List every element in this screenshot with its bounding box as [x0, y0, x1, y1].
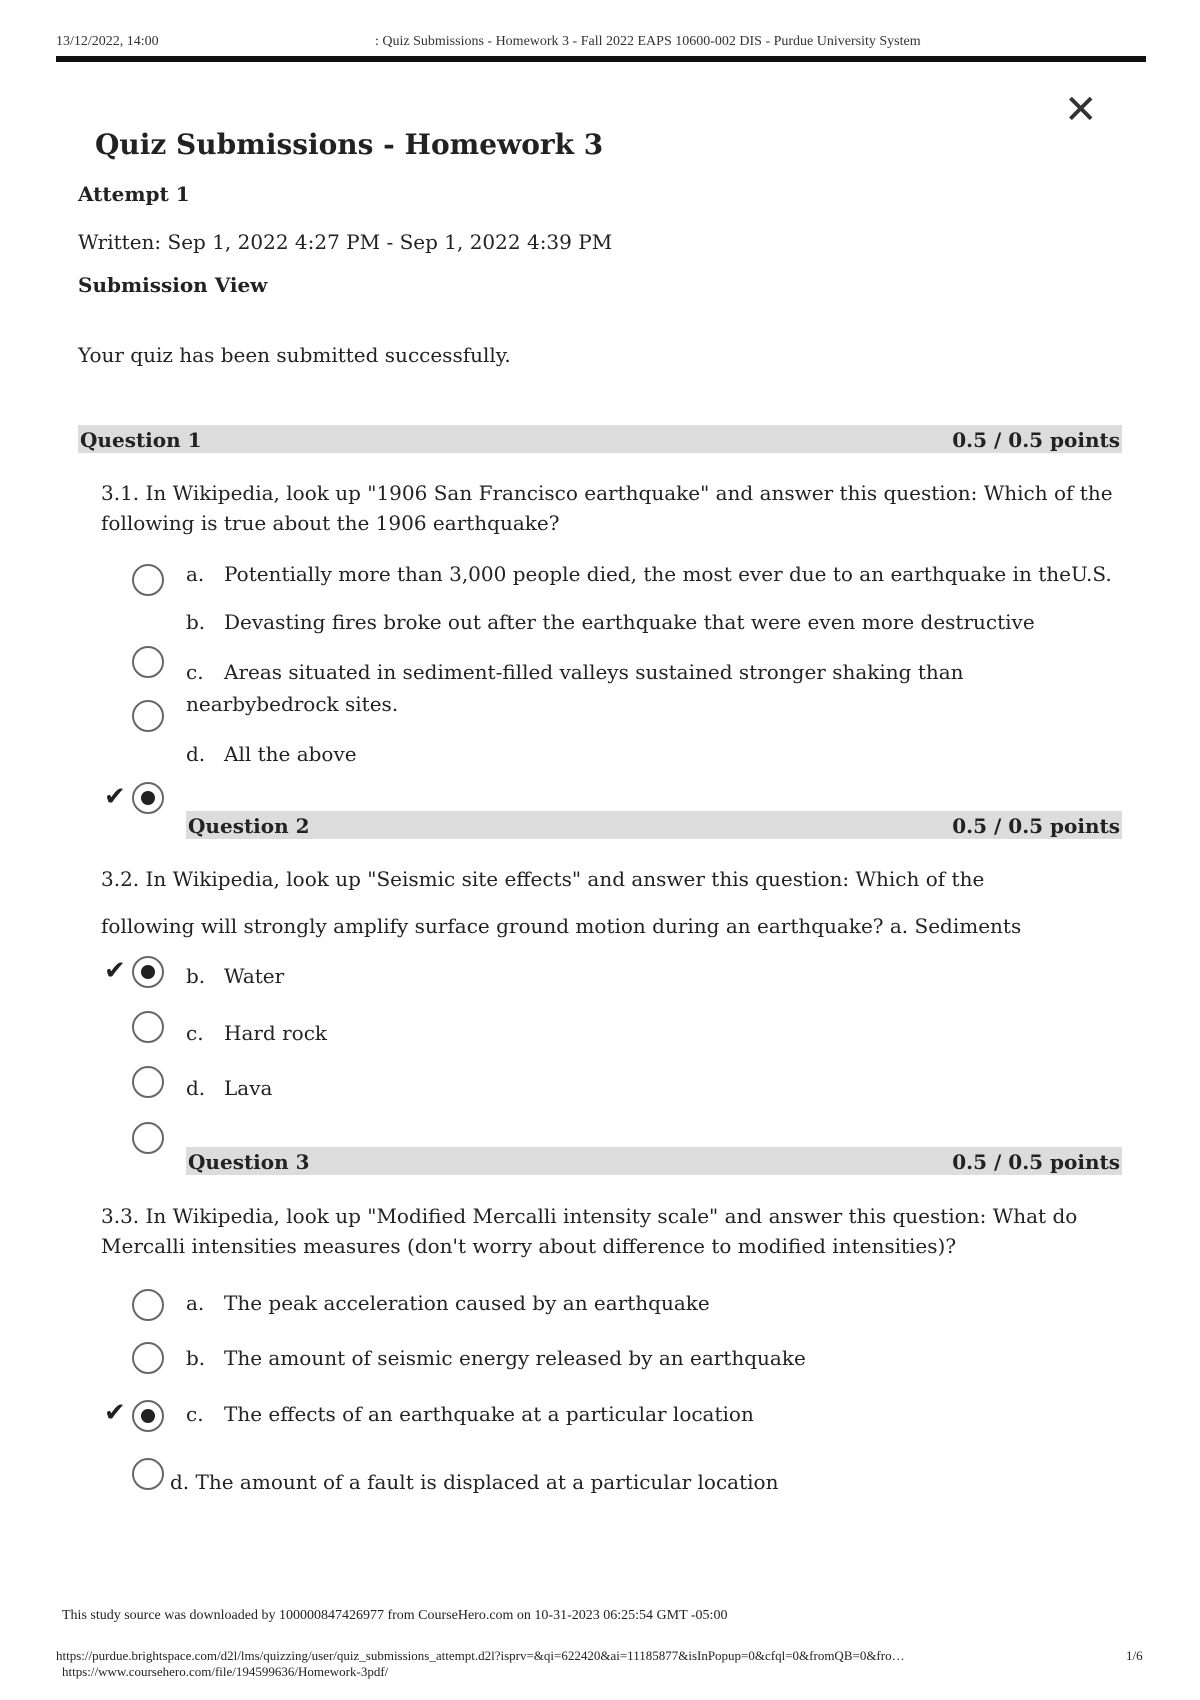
option-letter: c. — [186, 1021, 204, 1045]
correct-check-icon: ✔ — [104, 782, 126, 812]
option-letter: c. — [186, 1402, 204, 1426]
option-letter: b. — [186, 964, 206, 988]
option-letter: b. — [186, 610, 206, 634]
written-timestamp: Written: Sep 1, 2022 4:27 PM - Sep 1, 2022 4:39 PM — [78, 230, 613, 254]
question-1-header — [78, 425, 1122, 453]
radio-q2-option-b[interactable] — [132, 1011, 164, 1043]
page-url: https://purdue.brightspace.com/d2l/lms/quizzing/user/quiz_submissions_attempt.d2l?isprv=&qi=622420&ai=11185877&isInPopup=0&cfql=0&fromQB=0&fro… — [56, 1648, 905, 1663]
page-title: Quiz Submissions - Homework 3 — [95, 128, 604, 161]
question-text-line: 3.2. In Wikipedia, look up "Seismic site effects" and answer this question: Which of the — [101, 867, 985, 891]
question-points: 0.5 / 0.5 points — [952, 1150, 1120, 1174]
question-label: Question 1 — [80, 428, 202, 452]
question-text-line: Mercalli intensities measures (don't worry about difference to modified intensities)? — [101, 1234, 957, 1258]
question-points: 0.5 / 0.5 points — [952, 428, 1120, 452]
option-text: The effects of an earthquake at a particular location — [224, 1402, 754, 1426]
question-2-header — [186, 811, 1122, 839]
option-text: The amount of seismic energy released by an earthquake — [224, 1346, 806, 1370]
option-letter: d. — [186, 1076, 206, 1100]
option-letter: d. — [186, 742, 206, 766]
correct-check-icon: ✔ — [104, 1398, 126, 1428]
page-number: 1/6 — [1126, 1648, 1143, 1663]
attempt-label: Attempt 1 — [78, 182, 190, 206]
radio-q3-option-c-selected[interactable] — [132, 1400, 164, 1432]
radio-q1-option-b[interactable] — [132, 646, 164, 678]
question-text-line: following will strongly amplify surface ground motion during an earthquake? a. Sediments — [101, 914, 1022, 938]
question-text-line: following is true about the 1906 earthquake? — [101, 511, 560, 535]
question-3-header — [186, 1147, 1122, 1175]
option-letter: a. — [186, 562, 205, 586]
option-text: Water — [224, 964, 285, 988]
option-letter: a. — [186, 1291, 205, 1315]
option-text: Lava — [224, 1076, 273, 1100]
question-label: Question 2 — [188, 814, 310, 838]
option-text: Hard rock — [224, 1021, 328, 1045]
print-doc-title: : Quiz Submissions - Homework 3 - Fall 2022 EAPS 10600-002 DIS - Purdue University System — [375, 34, 921, 49]
radio-q2-option-c[interactable] — [132, 1066, 164, 1098]
option-text: Areas situated in sediment-filled valleys sustained stronger shaking than — [224, 660, 964, 684]
question-label: Question 3 — [188, 1150, 310, 1174]
correct-check-icon: ✔ — [104, 956, 126, 986]
radio-q3-option-a[interactable] — [132, 1289, 164, 1321]
question-text-line: 3.1. In Wikipedia, look up "1906 San Francisco earthquake" and answer this question: Which of the — [101, 481, 1113, 505]
question-text-line: 3.3. In Wikipedia, look up "Modified Mercalli intensity scale" and answer this question: What do — [101, 1204, 1078, 1228]
header-divider — [56, 56, 1146, 62]
radio-q1-option-c[interactable] — [132, 700, 164, 732]
close-icon[interactable]: ✕ — [1064, 87, 1098, 133]
success-message: Your quiz has been submitted successfully. — [78, 343, 511, 367]
question-2-text — [101, 864, 1131, 941]
option-text: nearbybedrock sites. — [186, 692, 399, 716]
print-datetime: 13/12/2022, 14:00 — [56, 34, 159, 49]
option-letter: b. — [186, 1346, 206, 1370]
option-text: All the above — [224, 742, 357, 766]
radio-q3-option-d[interactable] — [132, 1458, 164, 1490]
coursehero-url: https://www.coursehero.com/file/194599636/Homework-3pdf/ — [62, 1664, 389, 1679]
option-text: Devasting fires broke out after the earthquake that were even more destructive — [224, 610, 1035, 634]
radio-q1-option-a[interactable] — [132, 564, 164, 596]
radio-q2-option-a-selected[interactable] — [132, 956, 164, 988]
submission-view-heading: Submission View — [78, 273, 268, 297]
option-letter: c. — [186, 660, 204, 684]
option-text: d. The amount of a fault is displaced at a particular location — [170, 1470, 779, 1494]
radio-q1-option-d-selected[interactable] — [132, 782, 164, 814]
option-text: The peak acceleration caused by an earthquake — [224, 1291, 710, 1315]
question-1-text — [101, 478, 1131, 538]
download-source-note: This study source was downloaded by 100000847426977 from CourseHero.com on 10-31-2023 06:25:54 GMT -05:00 — [62, 1608, 728, 1623]
radio-q2-option-d[interactable] — [132, 1122, 164, 1154]
option-text: Potentially more than 3,000 people died, the most ever due to an earthquake in theU.S. — [224, 562, 1112, 586]
question-3-text — [101, 1201, 1131, 1261]
radio-q3-option-b[interactable] — [132, 1342, 164, 1374]
question-points: 0.5 / 0.5 points — [952, 814, 1120, 838]
